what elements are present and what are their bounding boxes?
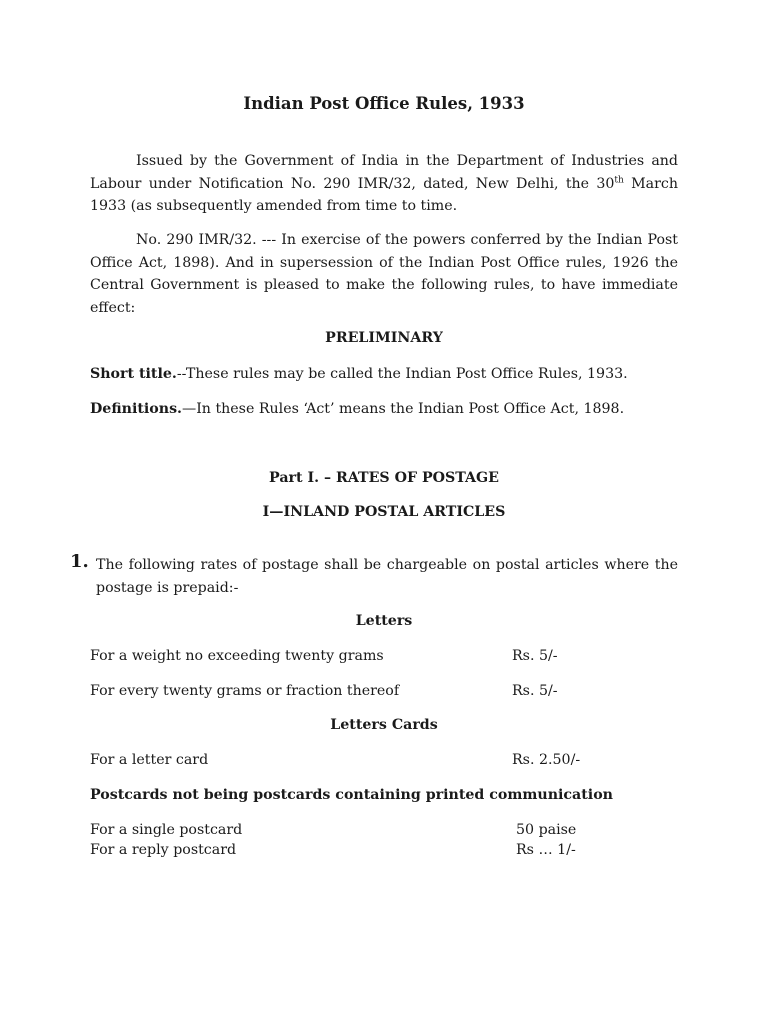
preliminary-heading: PRELIMINARY bbox=[325, 330, 443, 346]
issuance-text-end: March 1933 (as subsequently amended from time to time. bbox=[90, 175, 678, 214]
letters-row-item: For a weight no exceeding twenty grams bbox=[90, 648, 384, 664]
postcard-row-item: For a reply postcard bbox=[90, 842, 237, 858]
rule-text: The following rates of postage shall be chargeable on postal articles where the postage is prepaid:- bbox=[96, 557, 678, 596]
definitions-label: Definitions. bbox=[90, 401, 182, 417]
letter-card-row-item: For a letter card bbox=[90, 752, 209, 768]
date-superscript: th bbox=[614, 174, 624, 185]
part-heading: Part I. – RATES OF POSTAGE bbox=[269, 470, 499, 486]
rule-number: 1. bbox=[70, 551, 89, 572]
postcard-row-rate: Rs … 1/- bbox=[516, 842, 576, 858]
short-title-label: Short title. bbox=[90, 366, 177, 382]
definitions-rule bbox=[90, 401, 624, 417]
definitions-text: —In these Rules ‘Act’ means the Indian Post Office Act, 1898. bbox=[182, 401, 625, 417]
letters-row-rate: Rs. 5/- bbox=[512, 683, 558, 699]
issuance-text: Issued by the Government of India in the Department of Industries and Labour under Notification No. 290 IMR/32, dated, New Delhi, the 30 bbox=[90, 153, 678, 192]
issuance-paragraph bbox=[90, 150, 678, 218]
postcards-heading: Postcards not being postcards containing printed communication bbox=[90, 787, 613, 803]
document-title: Indian Post Office Rules, 1933 bbox=[243, 94, 525, 113]
letter-cards-heading: Letters Cards bbox=[330, 717, 438, 733]
section-heading: I—INLAND POSTAL ARTICLES bbox=[262, 504, 506, 520]
letters-heading: Letters bbox=[355, 613, 413, 629]
short-title-rule bbox=[90, 366, 628, 382]
enactment-paragraph: No. 290 IMR/32. --- In exercise of the powers conferred by the Indian Post Office Act, 1898). And in supersession of the Indian Post Office rules, 1926 the Central Government is pleased to make the following rules, to have immediate effect: bbox=[90, 232, 678, 316]
letter-card-row-rate: Rs. 2.50/- bbox=[512, 752, 581, 768]
postcard-row-rate: 50 paise bbox=[516, 822, 577, 838]
short-title-text: --These rules may be called the Indian Post Office Rules, 1933. bbox=[176, 366, 628, 382]
letters-row-rate: Rs. 5/- bbox=[512, 648, 558, 664]
letters-row-item: For every twenty grams or fraction thereof bbox=[90, 683, 400, 699]
postcard-row-item: For a single postcard bbox=[90, 822, 243, 838]
